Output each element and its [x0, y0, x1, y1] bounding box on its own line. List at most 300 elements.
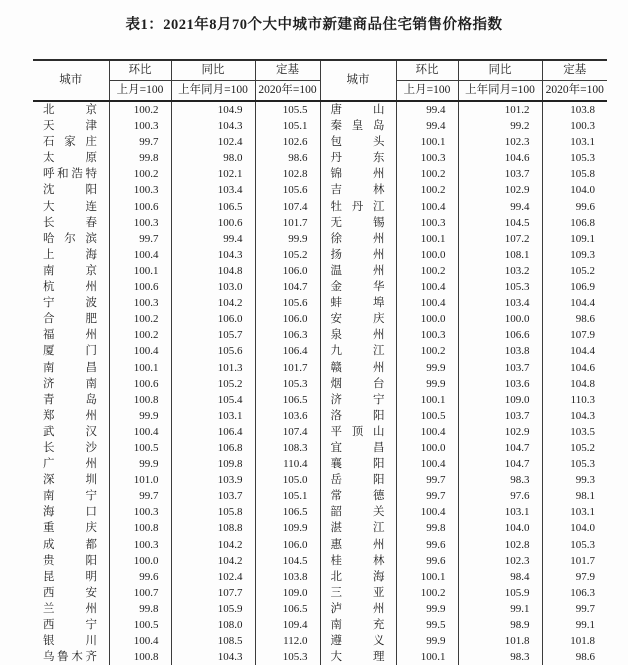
city-name-text: 惠州 [330, 538, 385, 551]
index-value: 108.0 [171, 617, 255, 633]
city-name-text: 南充 [330, 619, 385, 631]
city-name-text: 湛江 [330, 522, 385, 535]
city-name-text: 南昌 [43, 361, 97, 374]
table-row [33, 553, 607, 569]
index-value: 104.3 [570, 409, 595, 422]
index-value: 104.4 [570, 345, 595, 358]
city-name [320, 488, 396, 504]
city-name-text: 安庆 [330, 313, 385, 326]
index-value: 102.6 [255, 134, 320, 150]
index-value: 99.7 [109, 231, 171, 247]
index-value: 100.4 [396, 504, 458, 520]
city-name [320, 520, 396, 536]
index-value: 100.2 [109, 327, 171, 343]
city-name-text: 洛阳 [330, 409, 385, 422]
index-value: 109.0 [458, 392, 542, 408]
city-name-text: 岳阳 [330, 474, 385, 487]
index-value: 105.3 [570, 152, 595, 165]
index-value: 106.3 [255, 327, 320, 343]
index-value: 102.8 [255, 166, 320, 182]
index-value: 100.1 [109, 263, 171, 279]
city-name [33, 263, 109, 279]
header-fixedbase-right: 定基 [542, 60, 607, 81]
index-value: 104.7 [255, 279, 320, 295]
header-mom-base-right: 上月=100 [396, 81, 458, 102]
table-row [33, 440, 607, 456]
table-row [33, 472, 607, 488]
index-value: 103.8 [255, 569, 320, 585]
index-value: 105.3 [570, 538, 595, 551]
index-value: 104.6 [458, 150, 542, 166]
table-row [33, 392, 607, 408]
index-value: 102.8 [458, 537, 542, 553]
index-value: 102.3 [458, 134, 542, 150]
city-name [33, 376, 109, 392]
index-value: 100.1 [396, 649, 458, 665]
index-value: 100.1 [396, 134, 458, 150]
city-name-text: 常德 [330, 490, 385, 503]
city-name [320, 408, 396, 424]
city-name [33, 295, 109, 311]
index-value: 107.4 [255, 424, 320, 440]
city-name [33, 199, 109, 215]
index-value: 108.3 [255, 440, 320, 456]
city-name [320, 134, 396, 150]
city-name-text: 韶关 [330, 506, 385, 519]
city-name [33, 311, 109, 327]
table-row [33, 520, 607, 536]
index-value: 100.4 [109, 633, 171, 649]
table-row [33, 295, 607, 311]
city-name-text: 昆明 [43, 570, 97, 583]
index-value: 100.2 [109, 101, 171, 118]
index-value: 104.0 [570, 184, 595, 197]
index-value: 106.8 [570, 216, 595, 229]
city-name [320, 472, 396, 488]
index-value: 105.4 [171, 392, 255, 408]
city-name-text: 无锡 [330, 216, 385, 229]
city-name [33, 360, 109, 376]
index-value: 101.7 [570, 554, 595, 567]
city-name-text: 赣州 [330, 361, 385, 374]
city-name-text: 海口 [43, 506, 97, 519]
index-value: 105.5 [255, 101, 320, 118]
table-row [33, 311, 607, 327]
index-value: 99.7 [109, 134, 171, 150]
city-name [33, 101, 109, 118]
index-value: 103.9 [171, 472, 255, 488]
city-name [33, 520, 109, 536]
city-name-text: 桂林 [330, 554, 385, 567]
city-name [320, 166, 396, 182]
city-name [320, 199, 396, 215]
city-name-text: 宁波 [43, 297, 97, 310]
index-value: 105.3 [255, 649, 320, 665]
city-name [320, 569, 396, 585]
index-value: 103.8 [570, 104, 595, 116]
index-value: 99.7 [575, 602, 595, 615]
index-value: 104.8 [570, 377, 595, 390]
index-value: 98.4 [458, 569, 542, 585]
table-row [33, 488, 607, 504]
index-value: 99.4 [396, 118, 458, 134]
index-value: 100.4 [396, 199, 458, 215]
index-value: 104.5 [255, 553, 320, 569]
index-value: 98.9 [458, 617, 542, 633]
index-value: 104.0 [570, 522, 595, 535]
index-value: 105.6 [171, 343, 255, 359]
city-name [33, 488, 109, 504]
index-value: 100.2 [109, 166, 171, 182]
index-value: 100.5 [109, 617, 171, 633]
table-row [33, 504, 607, 520]
table-row [33, 231, 607, 247]
index-value: 99.9 [396, 360, 458, 376]
city-name [320, 279, 396, 295]
index-value: 100.3 [396, 215, 458, 231]
index-value: 106.5 [171, 199, 255, 215]
index-value: 103.1 [458, 504, 542, 520]
city-name-text: 济宁 [330, 393, 385, 406]
index-value: 102.3 [458, 553, 542, 569]
index-value: 105.1 [255, 118, 320, 134]
city-name [320, 504, 396, 520]
index-value: 103.1 [570, 506, 595, 519]
table-row [33, 134, 607, 150]
index-value: 106.5 [255, 392, 320, 408]
index-value: 100.0 [396, 247, 458, 263]
table-body [33, 101, 607, 665]
city-name [33, 537, 109, 553]
index-value: 99.6 [396, 553, 458, 569]
city-name-text: 吉林 [330, 184, 385, 197]
index-value: 110.3 [570, 393, 595, 406]
table-row [33, 633, 607, 649]
city-name [33, 601, 109, 617]
city-name-text: 银川 [43, 635, 97, 648]
index-value: 100.3 [109, 182, 171, 198]
city-name [33, 649, 109, 665]
city-name-text: 贵阳 [43, 554, 97, 567]
city-name-text: 天津 [43, 120, 97, 133]
city-name-text: 沈阳 [43, 184, 97, 197]
city-name [320, 424, 396, 440]
city-name-text: 杭州 [43, 281, 97, 294]
index-value: 98.6 [575, 313, 595, 326]
table-row [33, 601, 607, 617]
index-value: 103.0 [171, 279, 255, 295]
index-value: 99.4 [171, 231, 255, 247]
city-name-text: 重庆 [43, 522, 97, 535]
header-fixedbase-left: 定基 [255, 60, 320, 81]
index-value: 100.1 [396, 392, 458, 408]
index-value: 99.6 [575, 200, 595, 213]
city-name-text: 北京 [43, 104, 97, 116]
city-name [33, 392, 109, 408]
header-yoy-base-right: 上年同月=100 [458, 81, 542, 102]
index-value: 101.3 [171, 360, 255, 376]
city-name [320, 456, 396, 472]
index-value: 105.8 [570, 168, 595, 181]
city-name [320, 343, 396, 359]
city-name [33, 118, 109, 134]
index-value: 105.7 [171, 327, 255, 343]
index-value: 100.6 [109, 199, 171, 215]
index-value: 100.3 [396, 327, 458, 343]
index-value: 107.7 [171, 585, 255, 601]
index-value: 99.1 [575, 619, 595, 631]
city-name-text: 呼和浩特 [43, 168, 97, 181]
index-value: 100.8 [109, 392, 171, 408]
city-name [33, 440, 109, 456]
index-value: 107.9 [570, 329, 595, 342]
index-value: 99.9 [396, 633, 458, 649]
index-value: 99.8 [396, 520, 458, 536]
index-value: 109.8 [171, 456, 255, 472]
index-value: 99.3 [575, 474, 595, 487]
index-value: 105.2 [171, 376, 255, 392]
index-value: 109.3 [570, 248, 595, 261]
city-name-text: 徐州 [330, 232, 385, 245]
index-value: 100.4 [109, 247, 171, 263]
index-value: 100.4 [396, 279, 458, 295]
city-name [320, 215, 396, 231]
index-value: 100.2 [396, 182, 458, 198]
index-value: 100.1 [109, 360, 171, 376]
table-row [33, 617, 607, 633]
city-name [320, 440, 396, 456]
index-value: 105.9 [458, 585, 542, 601]
city-name [320, 585, 396, 601]
index-value: 100.4 [396, 456, 458, 472]
city-name [320, 118, 396, 134]
index-value: 99.5 [396, 617, 458, 633]
table-row [33, 182, 607, 198]
index-value: 103.1 [171, 408, 255, 424]
index-value: 108.5 [171, 633, 255, 649]
table-row [33, 150, 607, 166]
table-row [33, 343, 607, 359]
city-name-text: 兰州 [43, 602, 97, 615]
index-value: 97.9 [575, 570, 595, 583]
index-value: 103.8 [458, 343, 542, 359]
index-value: 100.2 [396, 166, 458, 182]
index-value: 104.2 [171, 553, 255, 569]
index-value: 100.3 [109, 537, 171, 553]
table-row [33, 279, 607, 295]
index-value: 105.3 [255, 376, 320, 392]
table-row [33, 263, 607, 279]
index-value: 106.6 [458, 327, 542, 343]
index-value: 107.2 [458, 231, 542, 247]
city-name-text: 厦门 [43, 345, 97, 358]
city-name [33, 247, 109, 263]
header-mom-base-left: 上月=100 [109, 81, 171, 102]
index-value: 102.9 [458, 182, 542, 198]
index-value: 112.0 [255, 633, 320, 649]
index-value: 98.1 [575, 490, 595, 503]
city-name [33, 150, 109, 166]
index-value: 102.4 [171, 569, 255, 585]
index-value: 105.9 [171, 601, 255, 617]
index-value: 99.9 [396, 601, 458, 617]
city-name [33, 343, 109, 359]
city-name-text: 深圳 [43, 474, 97, 487]
index-value: 100.1 [396, 231, 458, 247]
city-name [33, 633, 109, 649]
index-value: 100.3 [570, 120, 595, 133]
table-row [33, 569, 607, 585]
city-name [320, 617, 396, 633]
index-value: 105.2 [255, 247, 320, 263]
index-value: 100.6 [171, 215, 255, 231]
city-name [320, 553, 396, 569]
index-value: 104.6 [570, 361, 595, 374]
index-value: 100.3 [109, 118, 171, 134]
index-value: 103.7 [458, 408, 542, 424]
index-value: 100.3 [396, 150, 458, 166]
table-row [33, 101, 607, 118]
city-name-text: 北海 [330, 570, 385, 583]
index-value: 105.6 [255, 295, 320, 311]
index-value: 99.8 [109, 601, 171, 617]
index-value: 110.4 [255, 456, 320, 472]
index-value: 106.9 [570, 281, 595, 294]
index-value: 104.9 [171, 101, 255, 118]
index-value: 102.1 [171, 166, 255, 182]
index-value: 106.0 [255, 263, 320, 279]
index-value: 103.6 [458, 376, 542, 392]
index-value: 105.2 [570, 264, 595, 277]
city-name-text: 合肥 [43, 313, 97, 326]
city-name-text: 上海 [43, 248, 97, 261]
city-name-text: 秦皇岛 [330, 120, 385, 133]
city-name-text: 泸州 [330, 602, 385, 615]
index-value: 99.2 [458, 118, 542, 134]
city-name-text: 成都 [43, 538, 97, 551]
city-name-text: 大理 [330, 651, 385, 664]
index-value: 99.4 [458, 199, 542, 215]
city-name [33, 569, 109, 585]
city-name [33, 215, 109, 231]
index-value: 100.2 [109, 311, 171, 327]
city-name [320, 182, 396, 198]
index-value: 99.9 [255, 231, 320, 247]
city-name [320, 263, 396, 279]
index-value: 106.8 [171, 440, 255, 456]
header-fixedbase-base-left: 2020年=100 [255, 81, 320, 102]
index-value: 103.4 [171, 182, 255, 198]
city-name-text: 金华 [330, 281, 385, 294]
index-value: 100.4 [109, 343, 171, 359]
table-row [33, 215, 607, 231]
city-name-text: 烟台 [330, 377, 385, 390]
index-value: 105.6 [255, 182, 320, 198]
index-value: 104.7 [458, 440, 542, 456]
index-value: 101.2 [458, 101, 542, 118]
table-row [33, 360, 607, 376]
table-row [33, 376, 607, 392]
index-value: 100.3 [109, 295, 171, 311]
index-value: 105.3 [458, 279, 542, 295]
city-name-text: 包头 [330, 136, 385, 149]
index-value: 100.2 [396, 343, 458, 359]
header-city-right: 城市 [320, 60, 396, 101]
index-value: 109.9 [255, 520, 320, 536]
index-value: 101.0 [109, 472, 171, 488]
index-value: 100.0 [396, 311, 458, 327]
table-row [33, 199, 607, 215]
city-name-text: 长沙 [43, 441, 97, 454]
table-row [33, 247, 607, 263]
city-name [33, 231, 109, 247]
index-value: 101.7 [255, 215, 320, 231]
index-value: 105.0 [255, 472, 320, 488]
index-value: 99.9 [396, 376, 458, 392]
table-header [33, 60, 607, 101]
index-value: 104.4 [570, 297, 595, 310]
index-value: 100.4 [396, 295, 458, 311]
city-name [33, 424, 109, 440]
city-name [320, 231, 396, 247]
city-name-text: 牡丹江 [330, 200, 385, 213]
city-name [33, 553, 109, 569]
city-name-text: 宜昌 [330, 441, 385, 454]
city-name-text: 南京 [43, 264, 97, 277]
index-value: 100.0 [396, 440, 458, 456]
header-city-left: 城市 [33, 60, 109, 101]
header-yoy-left: 同比 [171, 60, 255, 81]
city-name-text: 武汉 [43, 425, 97, 438]
city-name-text: 石家庄 [43, 136, 97, 149]
index-value: 104.3 [171, 649, 255, 665]
index-value: 103.5 [570, 425, 595, 438]
index-value: 106.3 [570, 586, 595, 599]
city-name [33, 182, 109, 198]
city-name [33, 456, 109, 472]
index-value: 99.8 [109, 150, 171, 166]
index-value: 106.0 [255, 537, 320, 553]
city-name-text: 温州 [330, 264, 385, 277]
index-value: 99.9 [109, 456, 171, 472]
table-row [33, 456, 607, 472]
city-name [320, 311, 396, 327]
city-name [33, 327, 109, 343]
index-value: 100.6 [109, 279, 171, 295]
index-value: 100.2 [396, 263, 458, 279]
city-name-text: 南宁 [43, 490, 97, 503]
index-value: 99.6 [396, 537, 458, 553]
index-value: 109.0 [255, 585, 320, 601]
city-name-text: 福州 [43, 329, 97, 342]
index-value: 104.5 [458, 215, 542, 231]
table-row [33, 537, 607, 553]
index-value: 108.1 [458, 247, 542, 263]
table-row [33, 424, 607, 440]
index-value: 103.7 [458, 166, 542, 182]
index-value: 102.4 [171, 134, 255, 150]
city-name-text: 襄阳 [330, 458, 385, 471]
index-value: 106.5 [255, 504, 320, 520]
index-value: 104.3 [171, 118, 255, 134]
city-name [320, 150, 396, 166]
city-name-text: 青岛 [43, 393, 97, 406]
index-value: 106.0 [171, 311, 255, 327]
index-value: 103.7 [171, 488, 255, 504]
index-value: 100.3 [109, 504, 171, 520]
index-value: 105.2 [570, 441, 595, 454]
index-value: 100.8 [109, 649, 171, 665]
